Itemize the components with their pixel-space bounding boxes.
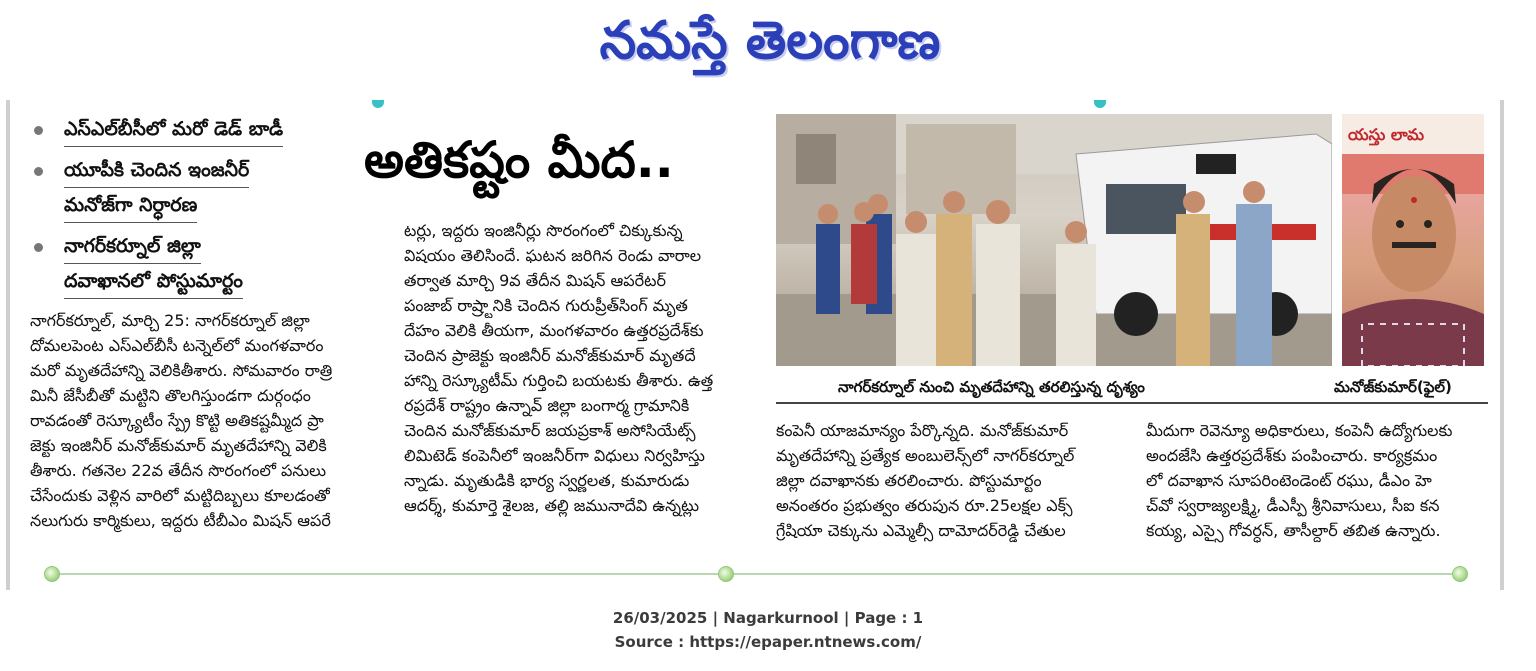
article-line: లో దవాఖాన సూపరింటెండెంట్ రఘు, డీఎం హె: [1146, 471, 1432, 490]
highlight-item: [28, 153, 328, 223]
masthead-logo: నమస్తే తెలంగాణ: [599, 11, 941, 71]
portrait-photo: [1342, 114, 1484, 366]
highlight-line: దవాఖానలో పోస్టుమార్టం: [64, 264, 243, 299]
footer-source: Source : https://epaper.ntnews.com/: [614, 633, 922, 651]
caption-rule: [776, 402, 1488, 404]
left-divider: [6, 100, 10, 590]
article-line: టర్లు, ఇద్దరు ఇంజినీర్లు సొరంగంలో చిక్కుకున్న: [404, 221, 683, 240]
column-marker: [1094, 100, 1106, 108]
bullet-icon: [34, 167, 43, 176]
article-line: కంపెనీ యాజమాన్యం పేర్కొన్నది. మనోజ్‌కుమార్: [776, 421, 1069, 440]
article-line: చేసేందుకు వెళ్లిన వారిలో మట్టిదిబ్బలు కూలడంతో: [30, 486, 330, 505]
highlight-item: [28, 112, 328, 147]
article-line: చెందిన మనోజ్‌కుమార్ జయప్రకాశ్ అసోసియేట్స్: [404, 421, 696, 440]
column-marker: [372, 100, 384, 108]
divider-knob: [1452, 566, 1468, 582]
article-line: గ్రేషియా చెక్కును ఎమ్మెల్సీ దామోదర్‌రెడ్డి చేతుల: [776, 521, 1066, 540]
page-footer: [0, 606, 1536, 654]
article-column-2: [404, 218, 760, 518]
article-line: దోమలపెంట ఎస్‌ఎల్‌బీసీ టన్నెల్‌లో మంగళవారం: [30, 336, 324, 355]
article-line: మీదుగా రెవెన్యూ అధికారులు, కంపెనీ ఉద్యోగులకు: [1146, 421, 1453, 440]
news-photo: [776, 114, 1332, 366]
article-headline: అతికష్టం మీద..: [364, 131, 674, 189]
portrait-caption: మనోజ్‌కుమార్(ఫైల్): [1334, 378, 1452, 396]
article-line: రావడంతో రెస్క్యూటీం స్ప్రే కొట్టి అతికష్టమ్మీద ప్రా: [30, 411, 324, 430]
article-column-4: [1146, 418, 1488, 543]
article-line: చెందిన ప్రాజెక్టు ఇంజినీర్ మనోజ్‌కుమార్ మృతదే: [404, 346, 696, 365]
divider-knob: [44, 566, 60, 582]
article-line: మృతదేహాన్ని ప్రత్యేక అంబులెన్స్‌లో నాగర్‌కర్నూల్: [776, 446, 1075, 465]
bottom-divider: [50, 573, 1464, 575]
news-photo-scene: [776, 114, 1332, 366]
portrait-photo-scene: [1342, 114, 1484, 366]
article-line: తర్వాత మార్చి 9వ తేదీన మిషన్ ఆపరేటర్: [404, 271, 666, 290]
article-line: దేహం వెలికి తీయగా, మంగళవారం ఉత్తరప్రదేశ్‌కు: [404, 321, 704, 340]
article-line: మరో మృతదేహాన్ని వెలికితీశారు. సోమవారం రాత్రి: [30, 361, 333, 380]
footer-date-page: 26/03/2025 | Nagarkurnool | Page : 1: [612, 609, 924, 627]
article-line: లిమిటెడ్ కంపెనీలో ఇంజనీర్‌గా విధులు నిర్వహిస్తు: [404, 446, 705, 465]
highlight-line: మనోజ్‌గా నిర్ధారణ: [64, 188, 197, 223]
article-line: హాన్ని రెస్క్యూటీమ్ గుర్తించి బయటకు తీశారు. ఉత్త: [404, 371, 714, 390]
right-divider: [1500, 100, 1504, 590]
bullet-icon: [34, 126, 43, 135]
photo-caption: నాగర్‌కర్నూల్ నుంచి మృతదేహాన్ని తరలిస్తున్న దృశ్యం: [838, 378, 1145, 396]
article-line: నాగర్‌కర్నూల్, మార్చి 25: నాగర్‌కర్నూల్ జిల్లా: [30, 311, 310, 330]
article-line: తీశారు. గతనెల 22వ తేదీన సొరంగంలో పనులు: [30, 461, 327, 480]
article-line: విషయం తెలిసిందే. ఘటన జరిగిన రెండు వారాల: [404, 246, 702, 265]
article-line: మినీ జేసీబీతో మట్టిని తొలగిస్తుండగా దుర్గంధం: [30, 386, 311, 405]
inset-sign-text: యస్తు లామ: [1348, 125, 1425, 144]
article-line: చ్‌వో స్వరాజ్యలక్ష్మి, డీఎస్పీ శ్రీనివాసులు, సీఐ కన: [1146, 496, 1440, 515]
divider-knob: [718, 566, 734, 582]
highlight-item: [28, 229, 328, 299]
highlight-line: ఎస్‌ఎల్‌బీసీలో మరో డెడ్ బాడీ: [64, 112, 283, 147]
article-line: నలుగురు కార్మికులు, ఇద్దరు టీబీఎం మిషన్ ఆపరే: [30, 511, 331, 530]
article-line: న్నాడు. మృతుడికి భార్య స్వర్ణలత, కుమారుడు: [404, 471, 690, 490]
article-column-1: [30, 308, 382, 533]
article-line: జిల్లా దవాఖానకు తరలించారు. పోస్టుమార్టం: [776, 471, 1042, 490]
highlight-line: నాగర్‌కర్నూల్ జిల్లా: [64, 229, 201, 264]
highlights-list: [28, 112, 328, 305]
article-line: రప్రదేశ్ రాష్ట్రం ఉన్నావ్ జిల్లా బంగార్మ గ్రామానికి: [404, 396, 690, 415]
article-line: పంజాబ్ రాష్ర్టానికి చెందిన గురుప్రీత్‌సింగ్ మృత: [404, 296, 688, 315]
bullet-icon: [34, 243, 43, 252]
article-line: జెక్టు ఇంజినీర్ మనోజ్‌కుమార్ మృతదేహాన్ని వెలికి: [30, 436, 327, 455]
article-line: కయ్య, ఎస్సై గోవర్ధన్, తాసీల్దార్ తబిత ఉన్నారు.: [1146, 521, 1441, 540]
article-column-3: [776, 418, 1128, 543]
highlight-line: యూపీకి చెందిన ఇంజనీర్: [64, 153, 249, 188]
article-line: అనంతరం ప్రభుత్వం తరుపున రూ.25లక్షల ఎక్స్: [776, 496, 1073, 515]
article-line: అందజేసి ఉత్తరప్రదేశ్‌కు పంపించారు. కార్యక్రమం: [1146, 446, 1438, 465]
article-line: ఆదర్శ్, కుమార్తె శైలజ, తల్లి జమునాదేవి ఉన్నట్లు: [404, 496, 699, 515]
